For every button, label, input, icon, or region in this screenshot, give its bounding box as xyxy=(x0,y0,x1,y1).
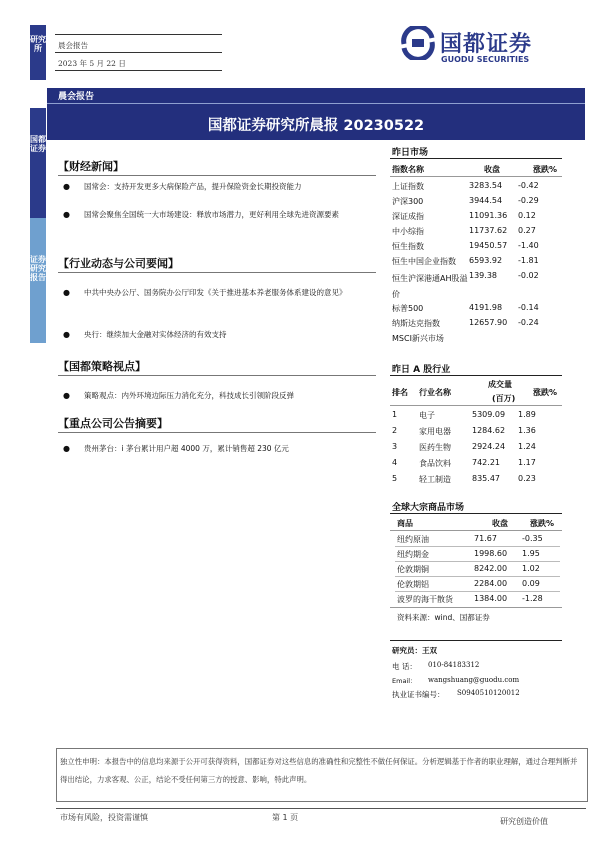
row-divider xyxy=(390,607,562,608)
market-row-close: 3944.54 xyxy=(469,196,503,205)
market-header-change: 涨跌% xyxy=(533,165,558,174)
industry-row-volume: 5309.09 xyxy=(472,410,506,419)
market-row-name: 沪深300 xyxy=(392,197,424,206)
industry-row-name: 轻工制造 xyxy=(419,475,451,484)
commodity-row-change: -0.35 xyxy=(522,534,543,543)
row-divider xyxy=(395,576,560,577)
banner-tag: 晨会报告 xyxy=(58,92,95,102)
header-report-type: 晨会报告 xyxy=(58,41,88,50)
disclaimer-text: 独立性申明：本报告中的信息均来源于公开可获得资料，国都证券对这些信息的准确性和完整性不做任何保证。分析逻辑基于作者的职业理解，通过合理判断并得出结论，力求客观、公正，结论不受任何第三方的授意、影响，特此声明。 xyxy=(60,757,578,784)
commodity-row-close: 2284.00 xyxy=(474,579,508,588)
industry-row-name: 电子 xyxy=(419,411,435,420)
industry-header-unit: (百万) xyxy=(492,394,516,403)
page-number: 第 1 页 xyxy=(272,813,299,822)
bullet-icon: ● xyxy=(63,210,70,219)
market-row-change: -0.29 xyxy=(518,196,539,205)
company-logo-icon xyxy=(400,26,436,60)
email-label: Email： xyxy=(392,677,417,685)
market-row-name: 标普500 xyxy=(392,304,424,313)
industry-header-volume: 成交量 xyxy=(488,380,512,389)
market-row-close: 6593.92 xyxy=(469,256,503,265)
data-source-note: 资料来源：wind、国都证券 xyxy=(397,613,490,622)
section-rule xyxy=(58,375,376,376)
section-title-strategy: 【国都策略视点】 xyxy=(58,360,146,373)
table-rule xyxy=(390,176,562,177)
market-row-change: 0.27 xyxy=(518,226,536,235)
industry-row-volume: 742.21 xyxy=(472,458,500,467)
section-title-announcements: 【重点公司公告摘要】 xyxy=(58,417,168,430)
commodity-row-change: 1.02 xyxy=(522,564,540,573)
commodity-row-close: 8242.00 xyxy=(474,564,508,573)
industry-header-name: 行业名称 xyxy=(419,388,451,397)
footer-risk-note: 市场有风险，投资需谨慎 xyxy=(60,813,148,822)
bullet-icon: ● xyxy=(63,182,70,191)
commodity-table-title: 全球大宗商品市场 xyxy=(392,503,465,513)
industry-table-title: 昨日 A 股行业 xyxy=(392,365,451,375)
market-row-name: 上证指数 xyxy=(392,182,424,191)
market-row-change: -1.40 xyxy=(518,241,539,250)
market-row-name: 恒生中国企业指数 xyxy=(392,257,456,266)
commodity-row-change: 1.95 xyxy=(522,549,540,558)
news-item: 国常会：支持开发更多大病保险产品，提升保险资金长期投资能力 xyxy=(84,182,302,191)
market-row-close: 12657.90 xyxy=(469,318,508,327)
commodity-row-change: 0.09 xyxy=(522,579,540,588)
commodity-row-name: 纽约原油 xyxy=(397,535,429,544)
footer-slogan: 研究创造价值 xyxy=(500,817,548,826)
industry-row-change: 0.23 xyxy=(518,474,536,483)
industry-row-rank: 4 xyxy=(392,458,398,467)
industry-row-rank: 5 xyxy=(392,474,398,483)
sidebar-label-report: 证券研究报告 xyxy=(30,255,46,282)
contact-rule xyxy=(390,640,562,641)
news-item: 国常会聚焦全国统一大市场建设：释放市场潜力，更好利用全球先进资源要素 xyxy=(84,210,339,219)
commodity-header-close: 收盘 xyxy=(492,519,508,528)
section-title-finance-news: 【财经新闻】 xyxy=(58,160,124,173)
bullet-icon: ● xyxy=(63,288,70,297)
section-rule xyxy=(58,432,376,433)
market-row-close: 3283.54 xyxy=(469,181,503,190)
commodity-header-name: 商品 xyxy=(397,519,413,528)
industry-row-name: 家用电器 xyxy=(419,427,451,436)
table-rule xyxy=(390,405,562,406)
commodity-row-close: 1384.00 xyxy=(474,594,508,603)
commodity-row-change: -1.28 xyxy=(522,594,543,603)
phone-label: 电 话： xyxy=(392,662,417,671)
market-row-name: 中小综指 xyxy=(392,227,424,236)
phone-value: 010-84183312 xyxy=(428,661,480,669)
market-row-close: 11737.62 xyxy=(469,226,508,235)
commodity-row-name: 伦敦期铝 xyxy=(397,580,429,589)
commodity-row-name: 纽约期金 xyxy=(397,550,429,559)
section-title-industry-news: 【行业动态与公司要闻】 xyxy=(58,257,179,270)
industry-row-change: 1.36 xyxy=(518,426,536,435)
sidebar-label-research: 研究所 xyxy=(30,35,46,53)
market-header-name: 指数名称 xyxy=(392,165,424,174)
market-row-change: -0.02 xyxy=(518,271,539,280)
commodity-row-close: 71.67 xyxy=(474,534,497,543)
cert-label: 执业证书编号： xyxy=(392,690,445,699)
market-row-close: 4191.98 xyxy=(469,303,503,312)
report-title: 国都证券研究所晨报 20230522 xyxy=(207,118,425,134)
market-row-close: 11091.36 xyxy=(469,211,508,220)
market-row-change: -0.42 xyxy=(518,181,539,190)
row-divider xyxy=(395,591,560,592)
industry-row-name: 医药生物 xyxy=(419,443,451,452)
commodity-header-change: 涨跌% xyxy=(530,519,555,528)
footer-rule xyxy=(56,808,586,809)
email-value: wangshuang@guodu.com xyxy=(428,676,520,684)
logo-text-en: GUODU SECURITIES xyxy=(441,55,530,64)
market-row-name: 纳斯达克指数 xyxy=(392,319,440,328)
market-row-change: -0.24 xyxy=(518,318,539,327)
section-rule xyxy=(58,272,376,273)
news-item: 策略观点：内外环境边际压力消化充分，科技成长引领阶段反弹 xyxy=(84,391,294,400)
industry-row-change: 1.24 xyxy=(518,442,536,451)
commodity-row-name: 波罗的海干散货 xyxy=(397,595,453,604)
banner-divider xyxy=(47,103,585,104)
row-divider xyxy=(395,546,560,547)
header-rule-top xyxy=(55,34,222,35)
logo-text-cn: 国都证券 xyxy=(440,32,533,57)
table-rule xyxy=(390,513,562,514)
market-row-name: MSCI新兴市场 xyxy=(392,334,444,343)
industry-row-change: 1.17 xyxy=(518,458,536,467)
industry-row-rank: 3 xyxy=(392,442,398,451)
market-row-name: 深证成指 xyxy=(392,212,424,221)
table-rule xyxy=(390,375,562,376)
market-row-name: 恒生指数 xyxy=(392,242,424,251)
news-item: 中共中央办公厅、国务院办公厅印发《关于推进基本养老服务体系建设的意见》 xyxy=(84,288,347,297)
header-rule-bottom xyxy=(55,70,222,71)
cert-value: S0940510120012 xyxy=(457,689,520,697)
market-row-change: -0.14 xyxy=(518,303,539,312)
industry-row-change: 1.89 xyxy=(518,410,536,419)
bullet-icon: ● xyxy=(63,444,70,453)
sidebar-label-company: 国都证券 xyxy=(30,135,46,153)
market-row-close: 19450.57 xyxy=(469,241,508,250)
market-row-change: 0.12 xyxy=(518,211,536,220)
header-rule-middle xyxy=(55,52,222,53)
sidebar-strip-middle xyxy=(30,108,46,218)
analyst-name: 研究员：王双 xyxy=(392,646,437,655)
market-header-close: 收盘 xyxy=(484,165,500,174)
bullet-icon: ● xyxy=(63,391,70,400)
industry-row-volume: 2924.24 xyxy=(472,442,506,451)
news-item: 贵州茅台：i 茅台累计用户超 4000 万，累计销售超 230 亿元 xyxy=(84,444,289,453)
industry-row-volume: 1284.62 xyxy=(472,426,506,435)
industry-row-rank: 2 xyxy=(392,426,398,435)
industry-row-volume: 835.47 xyxy=(472,474,500,483)
section-rule xyxy=(58,175,376,176)
table-rule xyxy=(390,530,562,531)
table-rule xyxy=(390,158,562,159)
market-row-close: 139.38 xyxy=(469,271,497,280)
market-table-title: 昨日市场 xyxy=(392,148,429,158)
header-date: 2023 年 5 月 22 日 xyxy=(58,59,126,68)
bullet-icon: ● xyxy=(63,330,70,339)
industry-row-name: 食品饮料 xyxy=(419,459,451,468)
market-row-change: -1.81 xyxy=(518,256,539,265)
industry-header-rank: 排名 xyxy=(392,388,408,397)
market-row-name: 恒生沪深港通AH股溢价 xyxy=(392,274,468,299)
commodity-row-name: 伦敦期铜 xyxy=(397,565,429,574)
commodity-row-close: 1998.60 xyxy=(474,549,508,558)
industry-row-rank: 1 xyxy=(392,410,398,419)
industry-header-change: 涨跌% xyxy=(533,388,558,397)
row-divider xyxy=(395,561,560,562)
news-item: 央行：继续加大金融对实体经济的有效支持 xyxy=(84,330,227,339)
